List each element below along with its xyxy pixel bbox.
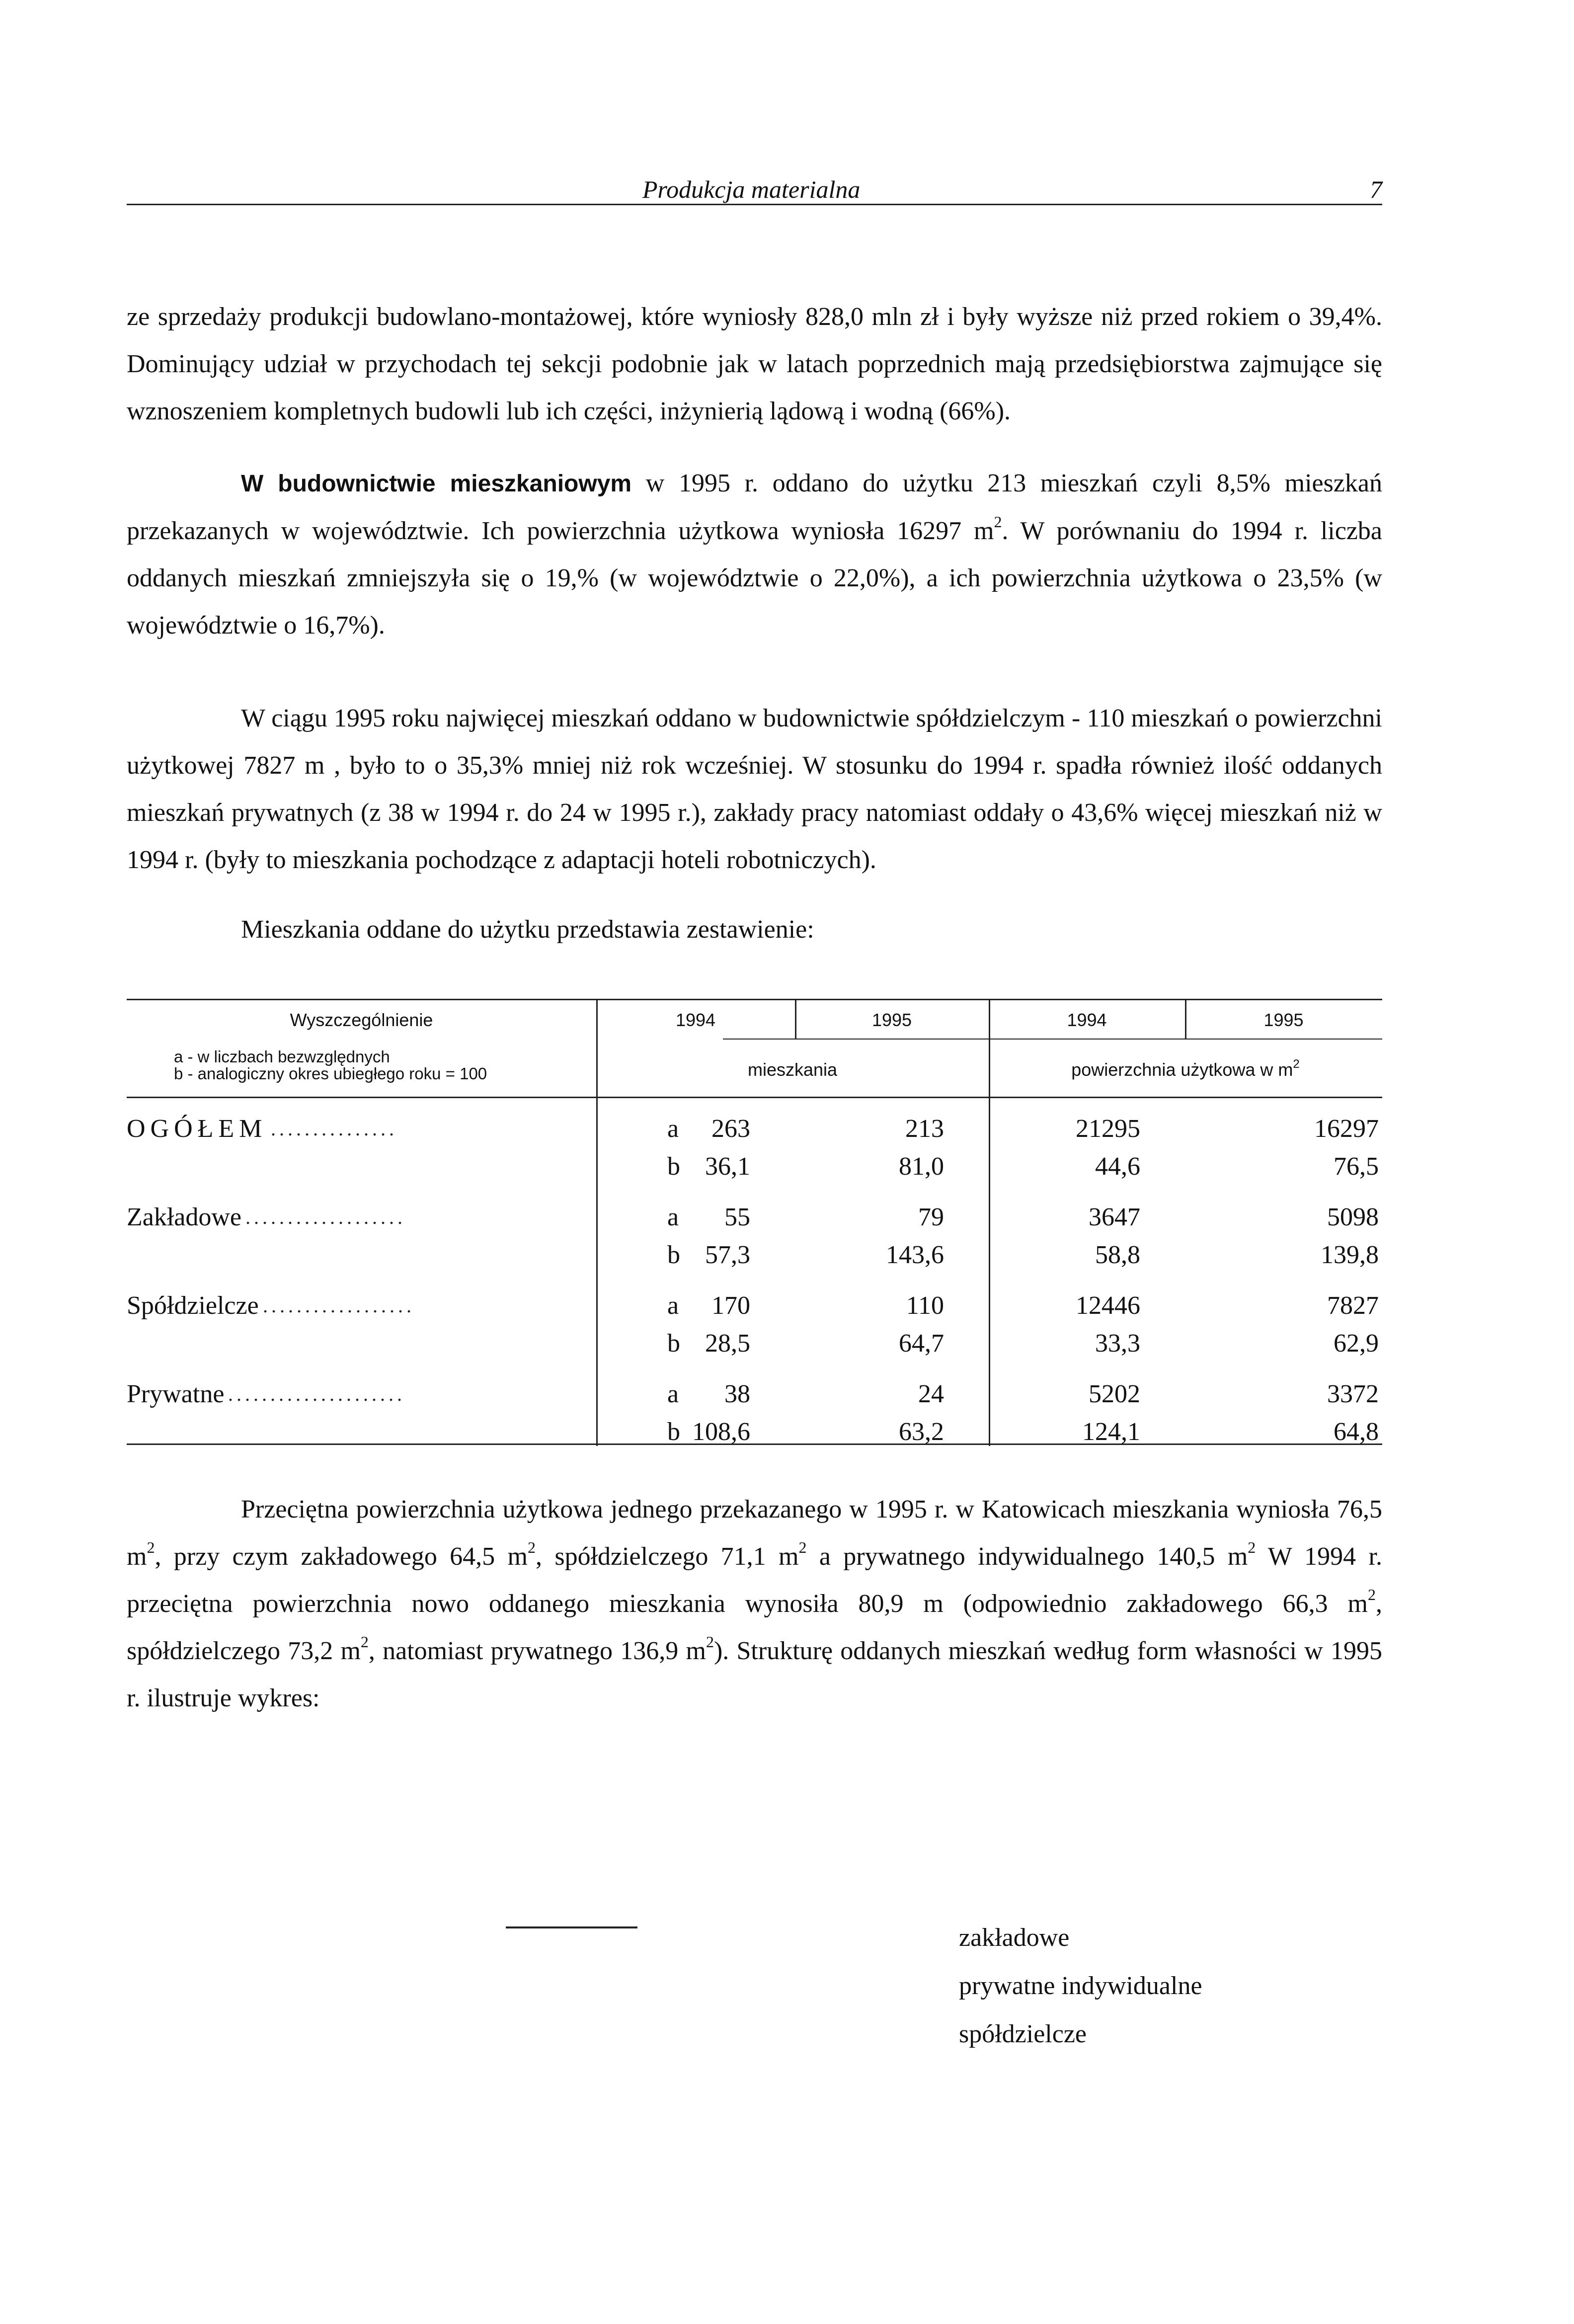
table-bottom-rule bbox=[127, 1443, 1382, 1445]
table-year-rule bbox=[723, 1039, 1382, 1040]
table-cell: 64,7 bbox=[899, 1329, 944, 1358]
paragraph-sales: ze sprzedaży produkcji budowlano-montażowej, które wyniosły 828,0 mln zł i były wyższe niż przed rokiem o 39,4%. Dominujący udział w przychodach tej sekcji podobnie jak w latach poprzednich mają przedsiębiorstwa zajmujące się wznoszeniem kompletnych budowli lub ich części, inżynierią lądową i wodną (66%). bbox=[127, 303, 1382, 425]
table-row-marker-a: a bbox=[667, 1115, 679, 1143]
table-cell: 3647 bbox=[1089, 1203, 1140, 1231]
table-cell: 79 bbox=[918, 1203, 944, 1231]
table-cell: 55 bbox=[724, 1203, 750, 1231]
table-row-marker-b: b bbox=[667, 1418, 680, 1446]
paragraph-housing-text-a: w 1995 r. oddano do użytku 213 mieszkań czyli 8,5% mieszkań przekazanych w województwie. Ich powierzchnia użytkowa wyniosła 16297 m bbox=[127, 469, 1382, 545]
legend-item-spoldzielcze: spółdzielcze bbox=[959, 2020, 1087, 2048]
legend-item-prywatne: prywatne indywidualne bbox=[959, 1972, 1202, 2000]
table-row-leader: ............... bbox=[271, 1118, 397, 1140]
table-cell: 33,3 bbox=[1095, 1329, 1140, 1358]
table-cell: 139,8 bbox=[1321, 1241, 1379, 1269]
table-cell: 36,1 bbox=[705, 1152, 750, 1181]
page-header bbox=[127, 175, 1382, 205]
table-cell: 213 bbox=[905, 1115, 944, 1143]
table-cell: 57,3 bbox=[705, 1241, 750, 1269]
superscript-2: 2 bbox=[994, 513, 1002, 531]
table-row-leader: ..................... bbox=[228, 1383, 405, 1405]
table-cell: 108,6 bbox=[692, 1418, 750, 1446]
table-cell: 12446 bbox=[1076, 1291, 1140, 1320]
running-title: Produkcja materialna bbox=[642, 175, 861, 203]
table-header-rule bbox=[127, 1097, 1382, 1098]
table-cell: 28,5 bbox=[705, 1329, 750, 1358]
note-b: b - analogiczny okres ubiegłego roku = 100 bbox=[174, 1064, 487, 1083]
housing-table bbox=[127, 999, 1382, 1446]
table-row-marker-a: a bbox=[667, 1203, 679, 1231]
paragraph-housing-lead: W budownictwie mieszkaniowym bbox=[241, 471, 632, 497]
legend-item-zakladowe: zakładowe bbox=[959, 1923, 1070, 1952]
table-cell: 24 bbox=[918, 1380, 944, 1408]
table-cell: 3372 bbox=[1327, 1380, 1379, 1408]
table-cell: 62,9 bbox=[1334, 1329, 1379, 1358]
table-row-leader: ................... bbox=[245, 1206, 406, 1228]
group-powierzchnia: powierzchnia użytkowa w $m^2$ bbox=[1071, 1057, 1300, 1080]
table-row-marker-a: a bbox=[667, 1380, 679, 1408]
page-number: 7 bbox=[1370, 175, 1382, 203]
table-cell: 110 bbox=[906, 1291, 944, 1320]
table-row-leader: .................. bbox=[263, 1294, 415, 1317]
table-cell: 263 bbox=[711, 1115, 750, 1143]
group-mieszkania: mieszkania bbox=[747, 1059, 838, 1080]
table-cell: 81,0 bbox=[899, 1152, 944, 1181]
chart-fragment-line bbox=[506, 1926, 637, 1928]
paragraph-housing bbox=[127, 460, 1382, 649]
table-cell: 64,8 bbox=[1334, 1418, 1379, 1446]
table-header-label: Wyszczególnienie bbox=[290, 1010, 433, 1030]
table-row-label: Prywatne bbox=[127, 1380, 225, 1408]
table-row-marker-b: b bbox=[667, 1152, 680, 1181]
table-cell: 76,5 bbox=[1334, 1152, 1379, 1181]
table-row-label: Spółdzielcze bbox=[127, 1291, 259, 1320]
table-row-marker-a: a bbox=[667, 1291, 679, 1320]
table-cell: 16297 bbox=[1314, 1115, 1379, 1143]
table-row-label: OGÓŁEM bbox=[127, 1115, 267, 1143]
table-cell: 21295 bbox=[1076, 1115, 1140, 1143]
paragraph-cooperative: W ciągu 1995 roku najwięcej mieszkań oddano w budownictwie spółdzielczym - 110 mieszkań o powierzchni użytkowej 7827 m , było to o 35,3% mniej niż rok wcześniej. W stosunku do 1994 r. spadła również ilość oddanych mieszkań prywatnych (z 38 w 1994 r. do 24 w 1995 r.), zakłady pracy natomiast oddały o 43,6% więcej mieszkań niż w 1994 r. (były to mieszkania pochodzące z adaptacji hoteli robotniczych). bbox=[127, 704, 1382, 874]
year-1995-powierzchnia: 1995 bbox=[1263, 1010, 1304, 1030]
paragraph-average-area: Przeciętna powierzchnia użytkowa jednego przekazanego w 1995 r. w Katowicach mieszkania wyniosła 76,5 $m^2$, przy czym zakładowego 64,5 $m^2$, spółdzielczego 71,1 $m^2$ a prywatnego indywidualnego 140,5 $m^2$ W 1994 r. przeciętna powierzchnia nowo oddanego mieszkania wynosiła 80,9 m (odpowiednio zakładowego 66,3 $m^2$, spółdzielczego 73,2 $m^2$, natomiast prywatnego 136,9 $m^2$). Strukturę oddanych mieszkań według form własności w 1995 r. ilustruje wykres: bbox=[127, 1495, 1382, 1712]
table-cell: 63,2 bbox=[899, 1418, 944, 1446]
table-cell: 124,1 bbox=[1082, 1418, 1140, 1446]
table-cell: 143,6 bbox=[886, 1241, 944, 1269]
table-cell: 170 bbox=[711, 1291, 750, 1320]
table-row-label: Zakładowe bbox=[127, 1203, 242, 1231]
table-row-marker-b: b bbox=[667, 1329, 680, 1358]
table-cell: 44,6 bbox=[1095, 1152, 1140, 1181]
note-a: a - w liczbach bezwzględnych bbox=[174, 1047, 390, 1066]
table-top-rule bbox=[127, 999, 1382, 1000]
paragraph-housing-text-b: . W porównaniu do 1994 r. liczba oddanych mieszkań zmniejszyła się o 19,% (w województwie o 22,0%), a ich powierzchnia użytkowa o 23,5% (w województwie o 16,7%). bbox=[127, 517, 1382, 640]
table-cell: 5202 bbox=[1089, 1380, 1140, 1408]
year-1995-mieszkania: 1995 bbox=[871, 1010, 912, 1030]
table-cell: 38 bbox=[724, 1380, 750, 1408]
table-cell: 58,8 bbox=[1095, 1241, 1140, 1269]
year-1994-powierzchnia: 1994 bbox=[1067, 1010, 1107, 1030]
table-cell: 5098 bbox=[1327, 1203, 1379, 1231]
paragraph-table-intro: Mieszkania oddane do użytku przedstawia zestawienie: bbox=[241, 915, 814, 944]
table-cell: 7827 bbox=[1327, 1291, 1379, 1320]
table-row-marker-b: b bbox=[667, 1241, 680, 1269]
year-1994-mieszkania: 1994 bbox=[675, 1010, 716, 1030]
